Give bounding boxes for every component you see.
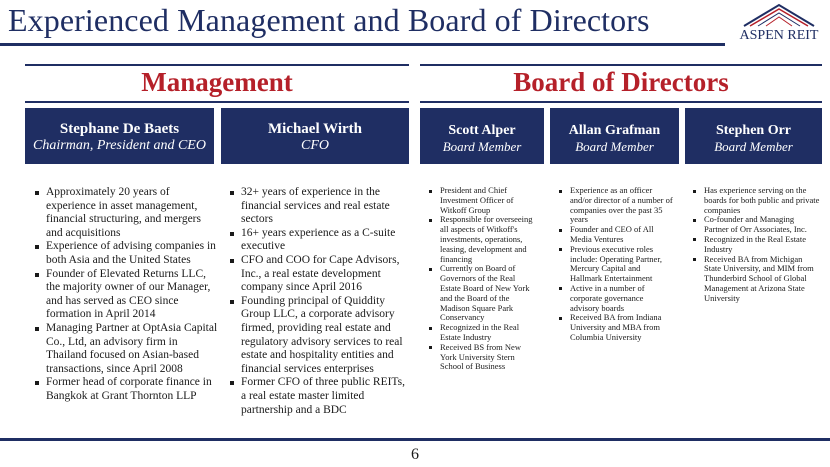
person-name: Allan Grafman xyxy=(568,123,661,138)
person-card-grafman xyxy=(550,108,679,164)
bio-item: Previous executive roles include: Operating Partner, Mercury Capital and Hallmark Entertainment xyxy=(558,245,673,284)
footer-divider xyxy=(0,438,830,441)
bio-item: Active in a number of corporate governance advisory boards xyxy=(558,284,673,313)
bio-item: Experience as an officer and/or director of a number of companies over the past 35 years xyxy=(558,186,673,225)
person-name: Scott Alper xyxy=(448,123,516,138)
bio-item: Experience of advising companies in both Asia and the United States xyxy=(34,240,220,267)
person-role: Chairman, President and CEO xyxy=(33,138,206,153)
bio-item: Founder and CEO of All Media Ventures xyxy=(558,225,673,245)
logo-text: ASPEN REIT xyxy=(739,28,819,43)
page-number: 6 xyxy=(411,446,419,463)
person-role: Board Member xyxy=(575,139,654,154)
bio-item: Co-founder and Managing Partner of Orr Associates, Inc. xyxy=(692,215,820,235)
bio-item: Received BA from Indiana University and MBA from Columbia University xyxy=(558,313,673,342)
person-name: Stephane De Baets xyxy=(59,121,180,137)
bio-list-alper xyxy=(428,186,538,372)
bio-list-de-baets xyxy=(34,186,220,404)
bio-item: Received BS from New York University Stern School of Business xyxy=(428,343,538,372)
person-role: Board Member xyxy=(442,139,522,154)
bio-item: CFO and COO for Cape Advisors, Inc., a real estate development company since April 2016 xyxy=(229,254,409,295)
mountain-logo-icon xyxy=(732,2,826,30)
bio-item: 16+ years experience as a C-suite executive xyxy=(229,227,409,254)
person-name: Michael Wirth xyxy=(267,121,363,137)
person-name: Stephen Orr xyxy=(715,123,792,138)
person-card-orr xyxy=(685,108,822,164)
bio-item: Has experience serving on the boards for both public and private companies xyxy=(692,186,820,215)
person-role: Board Member xyxy=(714,139,793,154)
bio-item: Received BA from Michigan State University, and MIM from Thunderbird School of Global Management at Arizona State University xyxy=(692,255,820,304)
management-heading: Management xyxy=(141,67,293,97)
bio-item: Former CFO of three public REITs, a real estate master limited partnership and a BDC xyxy=(229,376,409,417)
bio-item: Recognized in the Real Estate Industry xyxy=(692,235,820,255)
person-role: CFO xyxy=(301,138,329,153)
bio-item: President and Chief Investment Officer of Witkoff Group xyxy=(428,186,538,215)
board-top-rule xyxy=(420,64,822,66)
person-card-wirth xyxy=(221,108,409,164)
bio-item: Responsible for overseeing all aspects of Witkoff's investments, operations, leasing, development and financing xyxy=(428,215,538,264)
management-top-rule xyxy=(25,64,409,66)
board-bottom-rule xyxy=(420,101,822,103)
bio-list-wirth xyxy=(229,186,409,417)
bio-item: Managing Partner at OptAsia Capital Co., Ltd, an advisory firm in Thailand focused on Asian-based transactions, since April 2008 xyxy=(34,322,220,376)
bio-item: Founding principal of Quiddity Group LLC, a corporate advisory firmed, providing real estate and regulatory advisory services to real estate and hospitality entities and financial services enterprises xyxy=(229,295,409,377)
person-card-alper xyxy=(420,108,544,164)
title-divider xyxy=(0,43,725,46)
aspen-reit-logo xyxy=(732,2,826,48)
person-card-de-baets xyxy=(25,108,214,164)
page-title: Experienced Management and Board of Directors xyxy=(8,2,650,38)
bio-list-grafman xyxy=(558,186,673,343)
bio-item: Founder of Elevated Returns LLC, the majority owner of our Manager, and has served as CEO since formation in April 2014 xyxy=(34,268,220,322)
bio-list-orr xyxy=(692,186,820,304)
bio-item: Former head of corporate finance in Bangkok at Grant Thornton LLP xyxy=(34,376,220,403)
bio-item: Recognized in the Real Estate Industry xyxy=(428,323,538,343)
bio-item: Approximately 20 years of experience in asset management, financial structuring, and mergers and acquisitions xyxy=(34,186,220,240)
management-bottom-rule xyxy=(25,101,409,103)
bio-item: Currently on Board of Governors of the Real Estate Board of New York and the Board of the Madison Square Park Conservancy xyxy=(428,264,538,323)
board-heading: Board of Directors xyxy=(513,67,729,97)
bio-item: 32+ years of experience in the financial services and real estate sectors xyxy=(229,186,409,227)
